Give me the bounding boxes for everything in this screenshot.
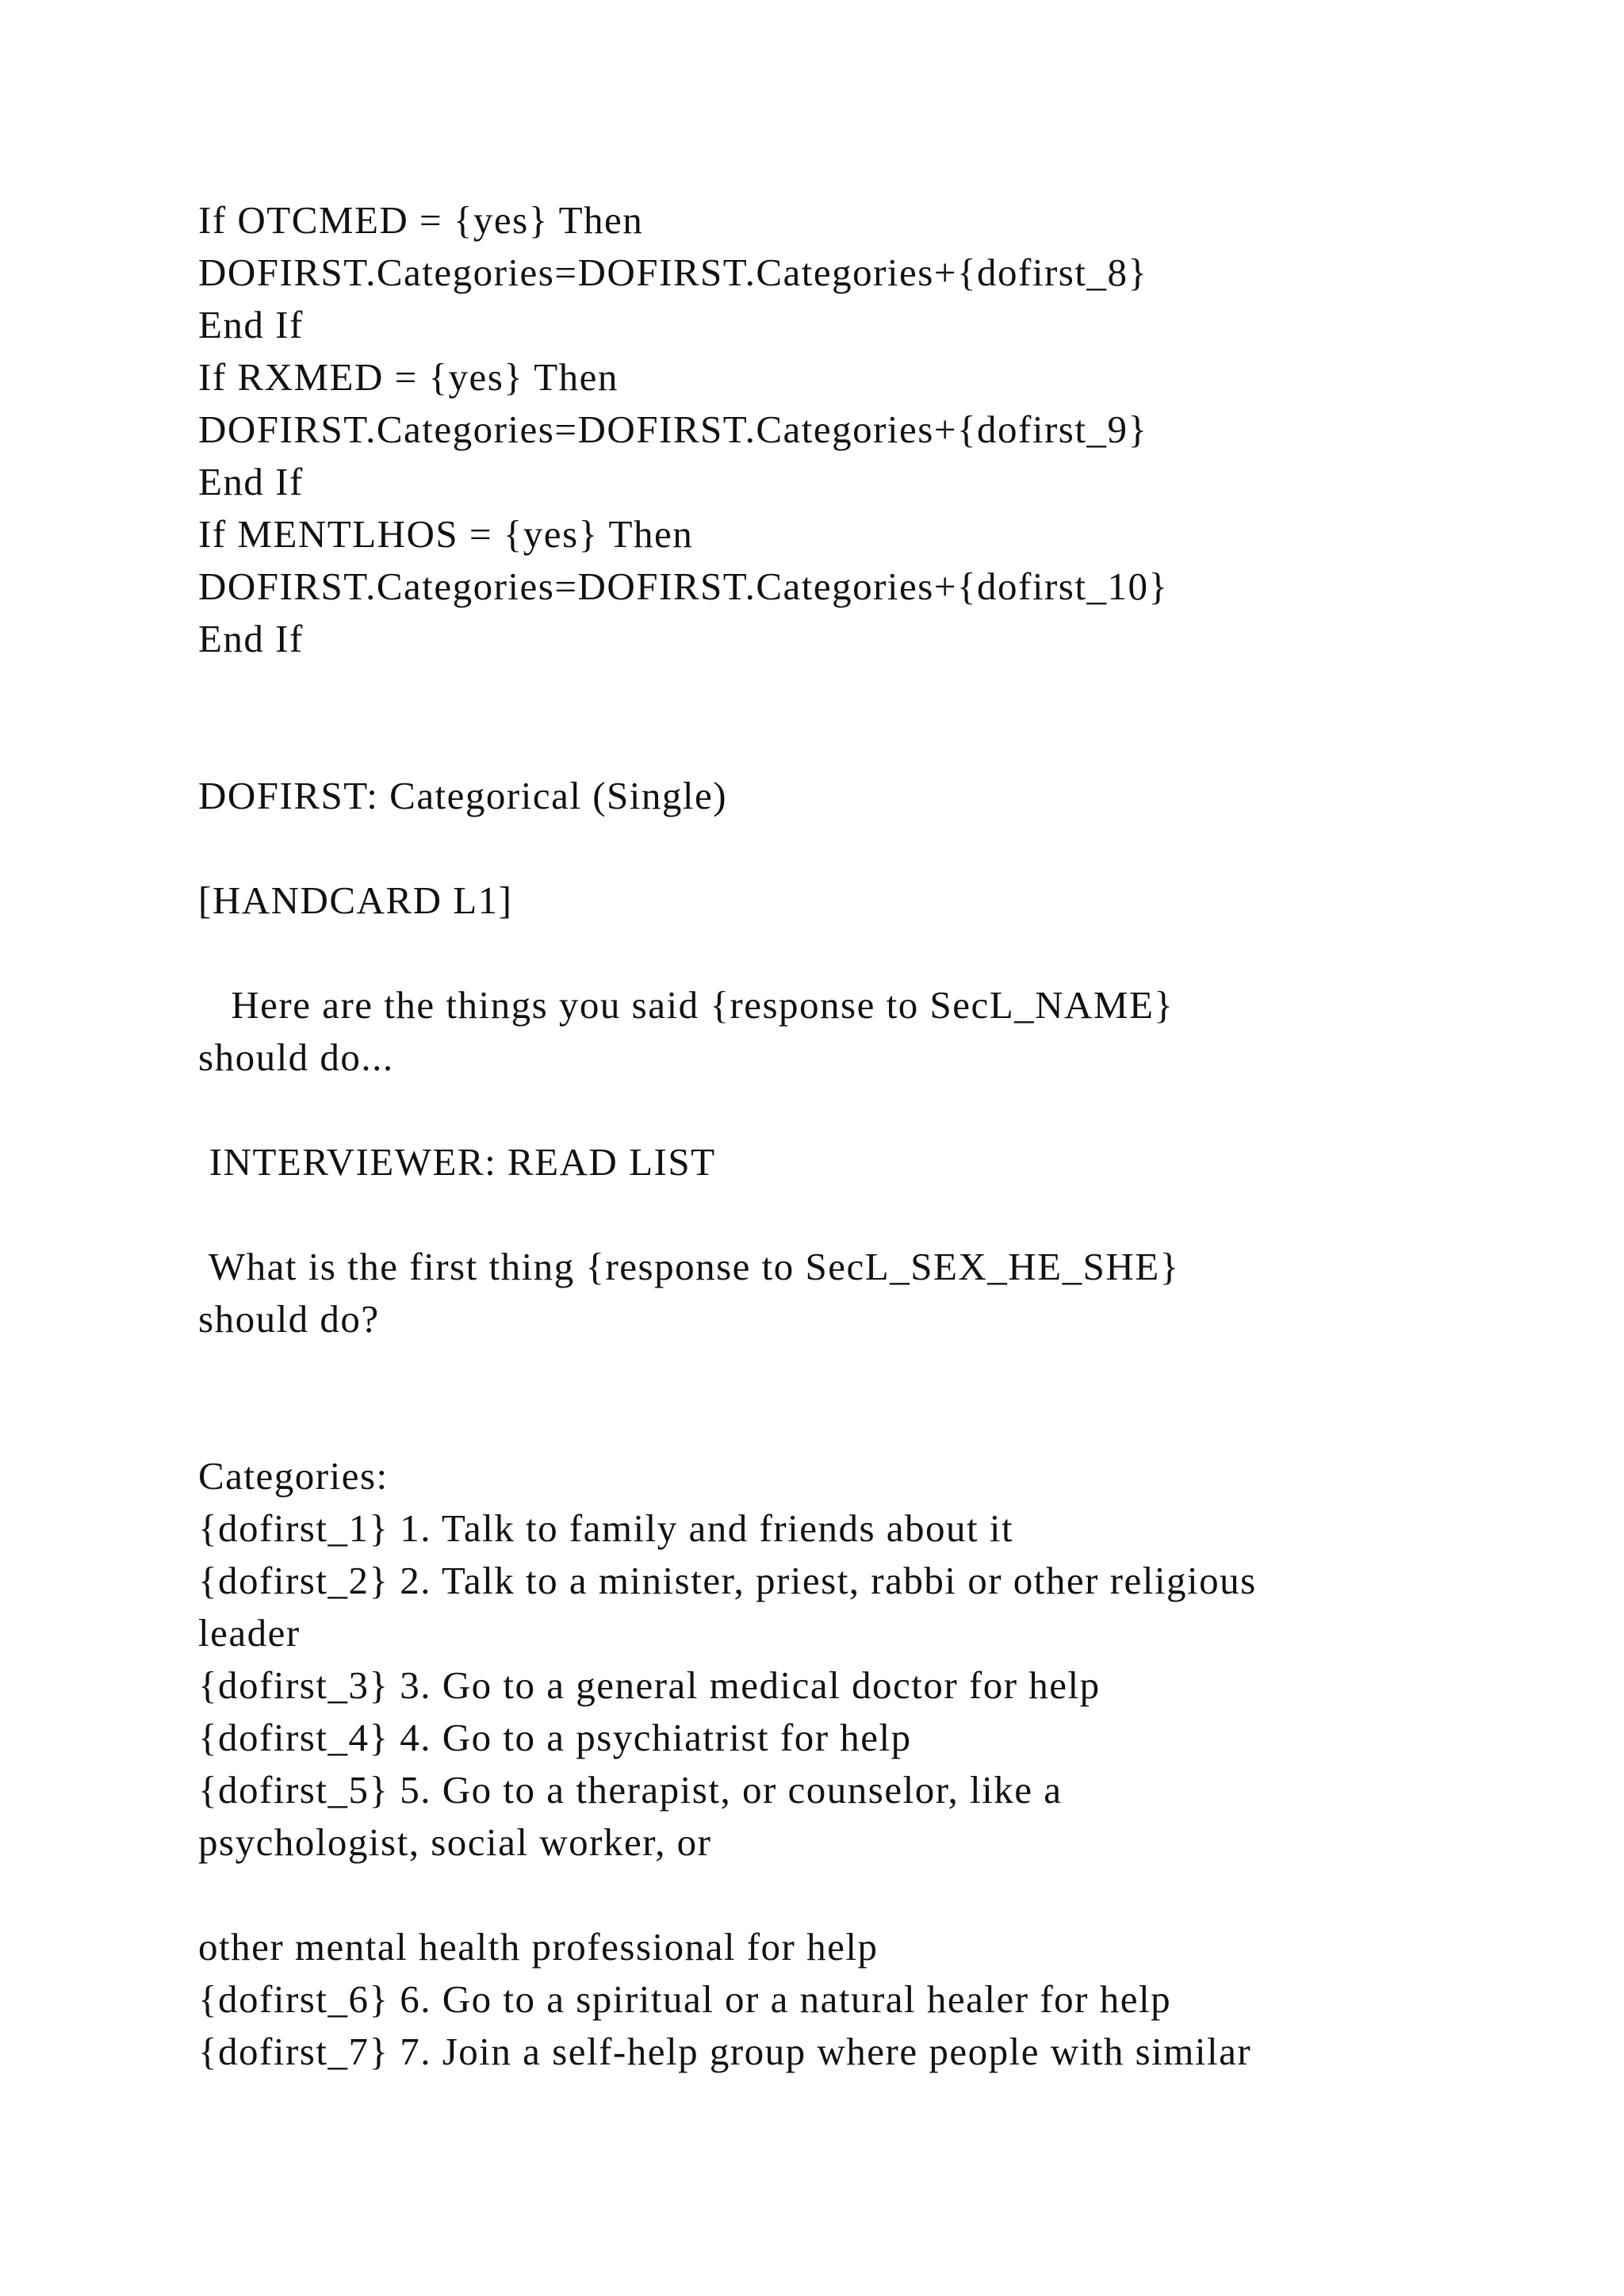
code-line-if-mentlhos: If MENTLHOS = {yes} Then bbox=[198, 512, 694, 556]
category-item-continuation: other mental health professional for help bbox=[198, 1925, 879, 1969]
category-item: {dofirst_1} 1. Talk to family and friends about it bbox=[198, 1506, 1014, 1550]
category-item: {dofirst_6} 6. Go to a spiritual or a natural healer for help bbox=[198, 1977, 1172, 2021]
category-item: {dofirst_4} 4. Go to a psychiatrist for help bbox=[198, 1716, 912, 1759]
interviewer-note: INTERVIEWER: READ LIST bbox=[198, 1140, 716, 1184]
intro-line: Here are the things you said {response to SecL_NAME} bbox=[198, 983, 1174, 1027]
code-line-if-otcmed: If OTCMED = {yes} Then bbox=[198, 198, 644, 242]
category-item-continuation: psychologist, social worker, or bbox=[198, 1820, 712, 1864]
question-header: DOFIRST: Categorical (Single) bbox=[198, 774, 728, 817]
question-line: What is the first thing {response to SecL_SEX_HE_SHE} bbox=[198, 1245, 1180, 1288]
code-line-dofirst-9: DOFIRST.Categories=DOFIRST.Categories+{dofirst_9} bbox=[198, 408, 1148, 451]
category-item: {dofirst_2} 2. Talk to a minister, priest, rabbi or other religious bbox=[198, 1559, 1257, 1602]
code-line-dofirst-8: DOFIRST.Categories=DOFIRST.Categories+{dofirst_8} bbox=[198, 251, 1148, 294]
category-item: {dofirst_3} 3. Go to a general medical doctor for help bbox=[198, 1663, 1101, 1707]
code-line-dofirst-10: DOFIRST.Categories=DOFIRST.Categories+{dofirst_10} bbox=[198, 564, 1169, 608]
code-line-if-rxmed: If RXMED = {yes} Then bbox=[198, 355, 619, 399]
intro-line: should do... bbox=[198, 1035, 394, 1079]
code-line-end-if: End If bbox=[198, 303, 304, 346]
code-line-end-if: End If bbox=[198, 617, 304, 660]
handcard-label: [HANDCARD L1] bbox=[198, 878, 513, 922]
category-item-continuation: leader bbox=[198, 1611, 301, 1655]
category-item: {dofirst_7} 7. Join a self-help group where people with similar bbox=[198, 2030, 1252, 2073]
question-line: should do? bbox=[198, 1297, 380, 1341]
category-item: {dofirst_5} 5. Go to a therapist, or counselor, like a bbox=[198, 1768, 1063, 1812]
categories-label: Categories: bbox=[198, 1454, 389, 1498]
code-line-end-if: End If bbox=[198, 460, 304, 503]
